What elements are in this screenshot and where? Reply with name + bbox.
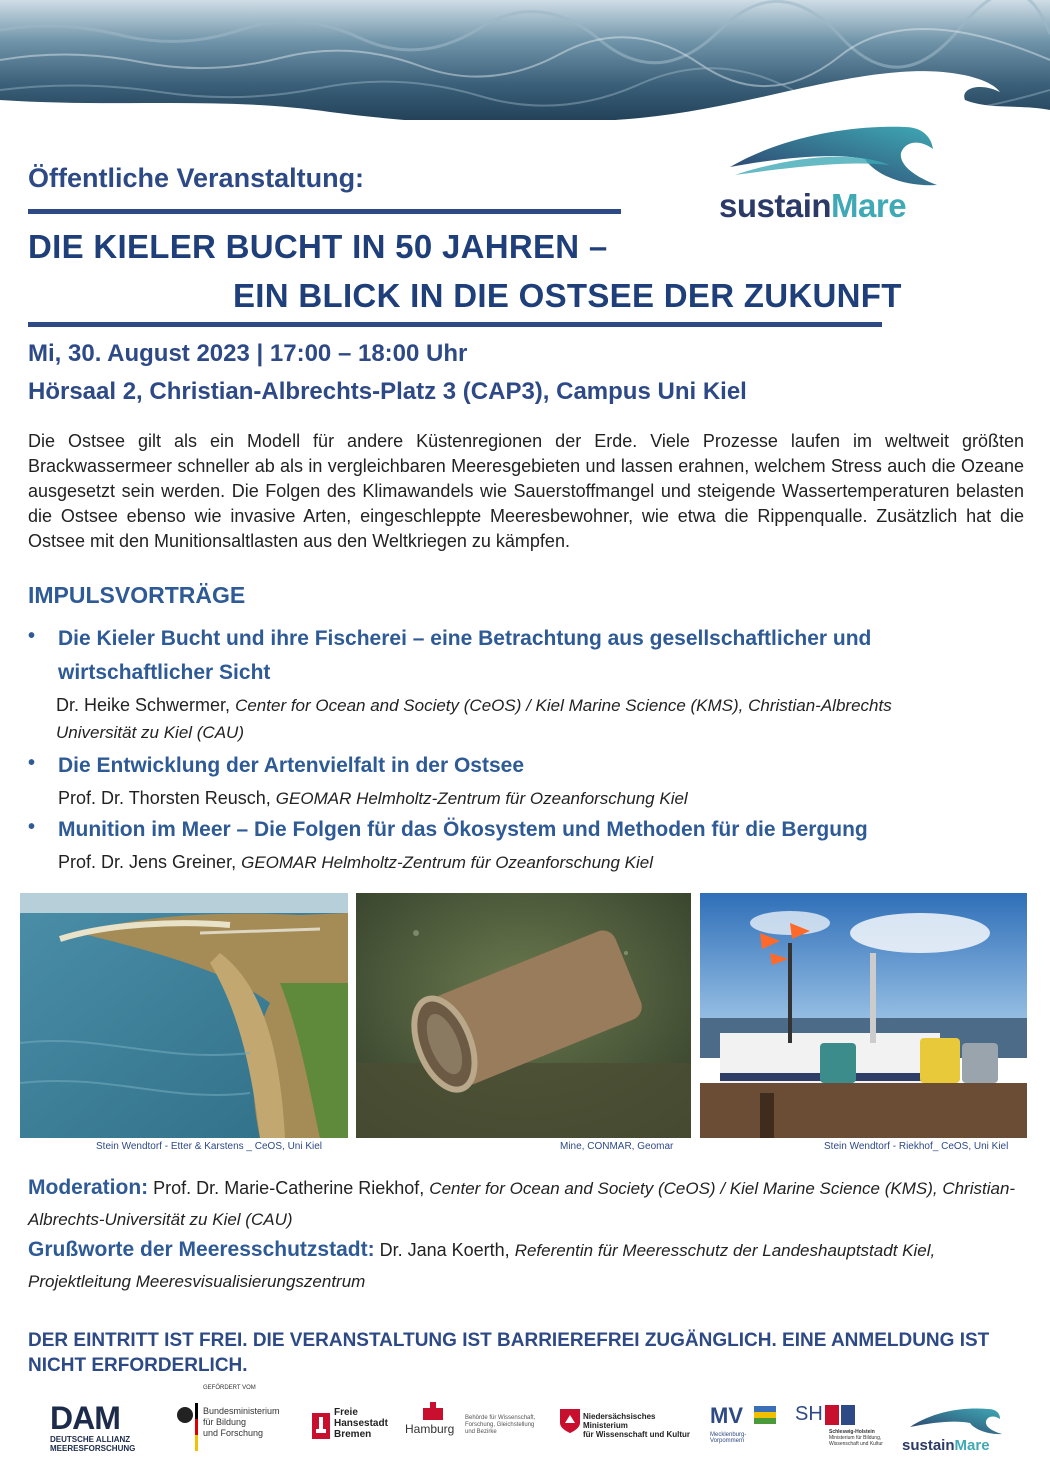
mv-flag-icon: [754, 1406, 776, 1424]
speaker-affiliation: GEOMAR Helmholtz-Zentrum für Ozeanforschung Kiel: [275, 789, 688, 808]
speaker-affiliation: Center for Ocean and Society (CeOS) / Kiel Marine Science (KMS), Christian-Albrechts Universität zu Kiel (CAU): [56, 696, 892, 742]
bmbf-gefoerdert: GEFÖRDERT VOM: [203, 1385, 256, 1391]
hamburg-castle-icon: [421, 1400, 445, 1420]
horse-shield-icon: [560, 1409, 580, 1433]
sh-line2: Ministerium für Bildung,: [829, 1435, 882, 1441]
speaker-name: Prof. Dr. Thorsten Reusch,: [58, 788, 271, 808]
bremen-key-icon: [312, 1413, 330, 1439]
photo-caption: Stein Wendtorf - Etter & Karstens _ CeOS, Uni Kiel: [96, 1141, 323, 1152]
mv-logo: [710, 1395, 780, 1465]
talks-heading: IMPULSVORTRÄGE: [28, 582, 246, 608]
hamburg-name: Hamburg: [405, 1422, 455, 1436]
sh-mark: SH: [795, 1403, 823, 1425]
bullet-icon: •: [28, 816, 36, 838]
moderator-affiliation: Center for Ocean and Society (CeOS) / Kiel Marine Science (KMS), Christian-Albrechts-Universität zu Kiel (CAU): [28, 1179, 1016, 1229]
talk-item: [28, 622, 1028, 692]
hamburg-sub2: Forschung, Gleichstellung: [465, 1422, 535, 1428]
niedersachsen-logo: [560, 1395, 700, 1465]
footer-logo-wordmark: sustainMare: [902, 1437, 990, 1454]
speaker-name: Prof. Dr. Jens Greiner,: [58, 852, 237, 872]
talk-title: Munition im Meer – Die Folgen für das Ökosystem und Methoden für die Bergung: [58, 818, 868, 841]
talk-item: [28, 813, 1028, 847]
mv-mark: MV: [710, 1403, 743, 1428]
event-kicker: Öffentliche Veranstaltung:: [28, 163, 365, 193]
logo-wordmark: sustainMare: [719, 187, 907, 224]
photo-fishing-boat: [700, 893, 1027, 1138]
intro-paragraph: Die Ostsee gilt als ein Modell für andere Küstenregionen der Erde. Viele Prozesse laufen im weltweit größten Brackwassermeer schneller ab als in vergleichbaren Meeresgebieten und lassen erahnen, welchem Stress auch die Ozeane ausgesetzt sein werden. Die Folgen des Klimawandels wie Sauerstoffmangel und steigende Wassertemperaturen belasten die Ostsee ebenso wie invasive Arten, eingeschleppte Meeresbewohner, wie etwa die Rippenqualle. Zusätzlich hat die Ostsee mit den Munitionsaltlasten aus den Weltkriegen zu kämpfen.: [28, 431, 1024, 551]
sh-logo: [795, 1395, 895, 1465]
photo-coastline: [20, 893, 348, 1138]
page-title-line2: EIN BLICK IN DIE OSTSEE DER ZUKUNFT: [233, 277, 902, 314]
dam-mark: DAM: [50, 1400, 120, 1436]
greeting-name: Dr. Jana Koerth,: [379, 1240, 510, 1260]
bmbf-logo: [175, 1385, 285, 1455]
wave-logo-icon: [715, 105, 945, 190]
nds-line2: für Wissenschaft und Kultur: [583, 1430, 691, 1439]
moderation-block: [28, 1173, 1028, 1235]
bremen-line2: Hansestadt: [334, 1418, 388, 1429]
event-date: Mi, 30. August 2023 | 17:00 – 18:00 Uhr: [28, 340, 468, 367]
photo-caption: Mine, CONMAR, Geomar: [560, 1141, 674, 1152]
wave-logo-small-icon: [904, 1399, 1004, 1435]
speaker-affiliation: GEOMAR Helmholtz-Zentrum für Ozeanforschung Kiel: [241, 853, 654, 872]
talk-title: Die Kieler Bucht und ihre Fischerei – eine Betrachtung aus gesellschaftlicher und wirtschaftlicher Sicht: [58, 627, 872, 684]
eagle-flag-icon: [175, 1403, 199, 1453]
hamburg-sub3: und Bezirke: [465, 1429, 497, 1435]
photo-caption: Stein Wendtorf - Riekhof_ CeOS, Uni Kiel: [824, 1141, 1009, 1152]
talk-speaker: [58, 849, 978, 876]
bullet-icon: •: [28, 752, 36, 774]
talk-title: Die Entwicklung der Artenvielfalt in der Ostsee: [58, 754, 525, 777]
nds-line1: Niedersächsisches Ministerium: [583, 1412, 656, 1430]
mv-sub: Mecklenburg-Vorpommern: [710, 1432, 747, 1444]
sh-line1: Schleswig-Holstein: [829, 1429, 875, 1435]
hamburg-logo: [405, 1395, 545, 1465]
greeting-affiliation: Referentin für Meeresschutz der Landeshauptstadt Kiel, Projektleitung Meeresvisualisierungszentrum: [28, 1241, 936, 1291]
bullet-icon: •: [28, 625, 36, 647]
bremen-logo: [312, 1395, 392, 1465]
sustainmare-logo: [715, 105, 945, 225]
title-top-rule: [28, 209, 621, 214]
admission-notice: DER EINTRITT IST FREI. DIE VERANSTALTUNG IST BARRIEREFREI ZUGÄNGLICH. EINE ANMELDUNG IST NICHT ERFORDERLICH.: [28, 1330, 990, 1376]
dam-sub2: MEERESFORSCHUNG: [50, 1444, 136, 1453]
bmbf-line2: für Bildung: [203, 1417, 247, 1427]
bmbf-line1: Bundesministerium: [203, 1406, 280, 1416]
bremen-line3: Bremen: [334, 1429, 372, 1440]
greeting-block: [28, 1235, 1028, 1297]
sh-lions-icon: [825, 1405, 857, 1429]
speaker-name: Dr. Heike Schwermer,: [56, 695, 231, 715]
talk-item: [28, 749, 1028, 783]
event-venue: Hörsaal 2, Christian-Albrechts-Platz 3 (CAP3), Campus Uni Kiel: [28, 378, 747, 405]
dam-logo: [50, 1395, 150, 1465]
dam-sub1: DEUTSCHE ALLIANZ: [50, 1435, 131, 1444]
sustainmare-footer-logo: [900, 1395, 1010, 1465]
hamburg-sub1: Behörde für Wissenschaft,: [465, 1415, 536, 1421]
moderator-name: Prof. Dr. Marie-Catherine Riekhof,: [153, 1178, 425, 1198]
moderation-label: Moderation:: [28, 1176, 149, 1199]
greeting-label: Grußworte der Meeresschutzstadt:: [28, 1238, 375, 1261]
title-bottom-rule: [28, 322, 882, 327]
photo-underwater-mine: [356, 893, 691, 1138]
bmbf-line3: und Forschung: [203, 1428, 264, 1438]
sh-line3: Wissenschaft und Kultur: [829, 1441, 883, 1447]
talk-speaker: [56, 692, 976, 746]
talk-speaker: [58, 785, 978, 812]
bremen-line1: Freie: [334, 1407, 358, 1418]
page-title-line1: DIE KIELER BUCHT IN 50 JAHREN –: [28, 228, 608, 265]
